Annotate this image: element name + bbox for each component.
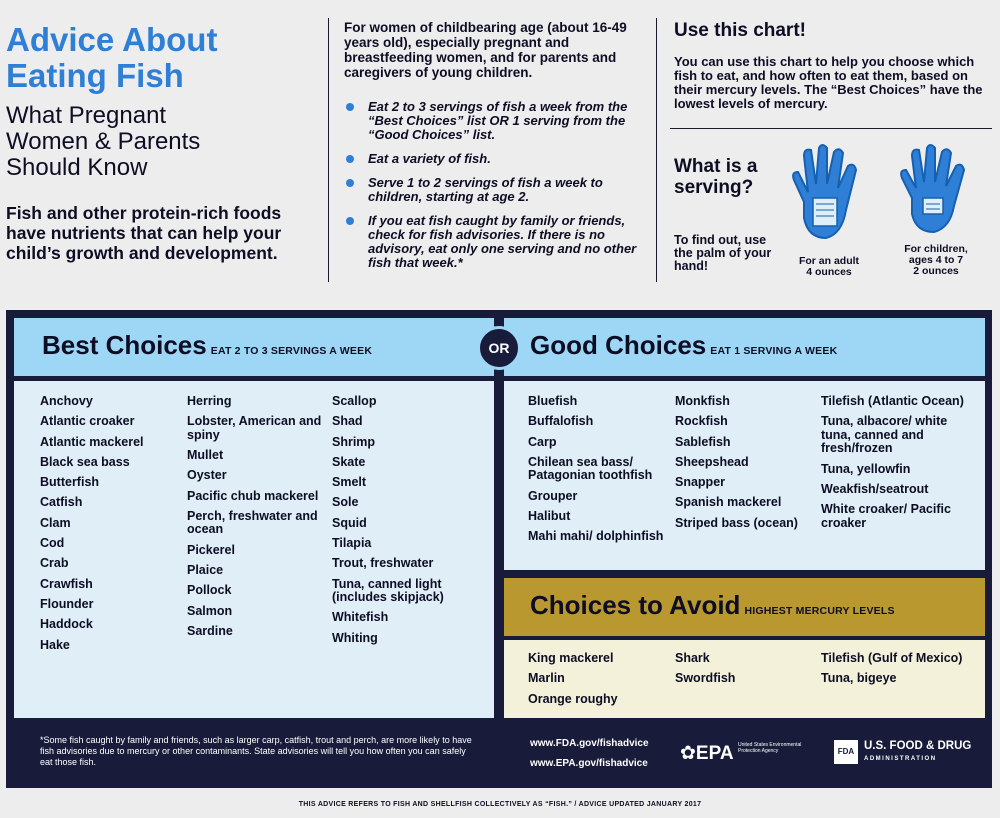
list-item: Shrimp	[332, 434, 376, 449]
list-item: Sole	[332, 495, 359, 510]
list-item: Mullet	[187, 448, 224, 463]
epa-logo	[680, 742, 734, 765]
page-subtitle	[6, 103, 200, 181]
list-item: Whitefish	[332, 610, 389, 625]
advice-list	[344, 100, 644, 280]
list-item: Lobster, American and spiny	[187, 414, 322, 442]
avoid-column-2	[675, 652, 813, 693]
fda-url-link[interactable]: www.FDA.gov/fishadvice	[530, 738, 649, 749]
fda-subname: ADMINISTRATION	[864, 756, 937, 762]
header-section	[0, 0, 1000, 300]
list-item: White croaker/ Pacific croaker	[821, 502, 951, 530]
list-item: Whiting	[332, 630, 378, 645]
list-item: Hake	[40, 637, 70, 652]
list-item: Atlantic croaker	[40, 414, 135, 429]
avoid-column-1	[528, 652, 666, 713]
list-item: Tilapia	[332, 536, 372, 551]
advice-item: If you eat fish caught by family or friends, check for fish advisories. If there is no advisory, eat only one serving and no other fish that week.*	[344, 214, 644, 270]
caption-line: For an adult	[798, 255, 860, 267]
divider-line	[670, 128, 992, 129]
women-heading: For women of childbearing age (about 16-49 years old), especially pregnant and breastfeeding women, and for parents and caregivers of young children.	[344, 20, 627, 80]
list-item: Trout, freshwater	[332, 556, 434, 571]
list-item: Catfish	[40, 495, 83, 510]
bottom-note: THIS ADVICE REFERS TO FISH AND SHELLFISH COLLECTIVELY AS “FISH.” / ADVICE UPDATED JANUARY 2017	[298, 801, 702, 808]
subtitle-line-2: Women & Parents	[6, 128, 201, 155]
child-hand-icon	[894, 142, 974, 242]
list-item: Oyster	[187, 468, 227, 483]
list-item: Pollock	[187, 583, 232, 598]
list-item: Atlantic mackerel	[40, 434, 144, 449]
intro-text: Fish and other protein-rich foods have nutrients that can help your child’s growth and development.	[6, 203, 282, 263]
title-line-1: Advice About	[6, 21, 218, 58]
list-item: Crawfish	[40, 576, 93, 591]
list-item: Pickerel	[187, 542, 235, 557]
page-title	[6, 22, 217, 94]
list-item: Crab	[40, 556, 69, 571]
advice-item: Serve 1 to 2 servings of fish a week to children, starting at age 2.	[344, 176, 644, 204]
list-item: Squid	[332, 515, 367, 530]
list-item: Shark	[675, 651, 710, 665]
list-item: Monkfish	[675, 394, 730, 408]
adult-hand-icon	[786, 142, 866, 252]
use-chart-heading: Use this chart!	[674, 20, 806, 41]
good-column-2	[675, 395, 815, 537]
list-item: Marlin	[528, 671, 565, 686]
advice-item: Eat a variety of fish.	[344, 152, 644, 166]
list-item: Carp	[528, 434, 557, 449]
caption-line: 4 ounces	[806, 266, 852, 278]
list-item: Sablefish	[675, 434, 731, 449]
list-item: Haddock	[40, 617, 93, 632]
fda-logo-icon: FDA	[834, 740, 858, 764]
good-choices-header	[504, 318, 985, 376]
divider-line	[656, 18, 657, 282]
footnote: *Some fish caught by family and friends, such as larger carp, catfish, trout and perch, are more likely to have fish advisories due to mercury or other contaminants. State advisories will tell you how often you can safely eat those fish.	[40, 735, 472, 767]
best-title-text: Best Choices	[42, 330, 207, 360]
list-item: Herring	[187, 394, 232, 408]
avoid-column-3	[821, 652, 971, 693]
child-serving-caption	[890, 244, 982, 277]
list-item: Spanish mackerel	[675, 495, 782, 510]
list-item: Shad	[332, 414, 363, 429]
list-item: Striped bass (ocean)	[675, 515, 798, 530]
list-item: Anchovy	[40, 394, 93, 408]
epa-url-link[interactable]: www.EPA.gov/fishadvice	[530, 758, 648, 769]
advice-item: Eat 2 to 3 servings of fish a week from the “Best Choices” list OR 1 serving from the “Good Choices” list.	[344, 100, 644, 142]
list-item: Chilean sea bass/ Patagonian toothfish	[528, 454, 653, 483]
subtitle-line-1: What Pregnant	[6, 102, 167, 129]
caption-line: 2 ounces	[913, 265, 959, 277]
serving-instruction: To find out, use the palm of your hand!	[674, 233, 772, 273]
list-item: Smelt	[332, 475, 367, 490]
best-choices-header	[14, 318, 494, 376]
caption-line: For children,	[904, 243, 968, 255]
serving-question: What is a serving?	[674, 156, 758, 198]
epa-logo-text: EPA	[695, 743, 734, 764]
list-item: Swordfish	[675, 671, 736, 686]
list-item: Scallop	[332, 394, 377, 408]
list-item: Butterfish	[40, 475, 100, 490]
list-item: Buffalofish	[528, 414, 594, 429]
list-item: Snapper	[675, 475, 726, 490]
list-item: Plaice	[187, 563, 224, 578]
list-item: Cod	[40, 536, 65, 551]
fda-name: U.S. FOOD & DRUG	[864, 740, 972, 752]
list-item: Sardine	[187, 623, 233, 638]
list-item: Tuna, canned light (includes skipjack)	[332, 576, 444, 605]
use-chart-body: You can use this chart to help you choose which fish to eat, and how often to eat them, based on their mercury levels. The “Best Choices” have the lowest levels of mercury.	[674, 54, 983, 111]
best-choices-title	[42, 330, 372, 361]
list-item: Tuna, bigeye	[821, 671, 897, 686]
good-column-3	[821, 395, 971, 537]
list-item: Mahi mahi/ dolphinfish	[528, 529, 664, 544]
avoid-title	[530, 590, 895, 621]
avoid-title-text: Choices to Avoid	[530, 590, 741, 620]
best-column-3	[332, 395, 472, 652]
best-column-2	[187, 395, 322, 645]
list-item: Pacific chub mackerel	[187, 488, 319, 503]
good-title-text: Good Choices	[530, 330, 707, 360]
choices-to-avoid-list	[504, 640, 985, 718]
best-subtitle: EAT 2 TO 3 SERVINGS A WEEK	[210, 345, 373, 357]
divider-line	[328, 18, 329, 282]
epa-agency-name: United States Environmental Protection Agency	[738, 742, 802, 754]
epa-flower-icon: ✿	[680, 743, 696, 764]
good-choices-title	[530, 330, 837, 361]
list-item: Tuna, albacore/ white tuna, canned and fresh/frozen	[821, 414, 948, 456]
good-column-1	[528, 395, 666, 551]
subtitle-line-3: Should Know	[6, 154, 148, 181]
best-column-1	[40, 395, 180, 659]
list-item: Flounder	[40, 596, 94, 611]
best-choices-list	[14, 381, 494, 718]
title-line-2: Eating Fish	[6, 57, 184, 94]
good-choices-list	[504, 381, 985, 570]
list-item: Rockfish	[675, 414, 728, 429]
list-item: Salmon	[187, 603, 233, 618]
list-item: Tilefish (Atlantic Ocean)	[821, 394, 964, 408]
list-item: Black sea bass	[40, 454, 130, 469]
caption-line: ages 4 to 7	[908, 254, 964, 266]
list-item: Orange roughy	[528, 691, 618, 706]
list-item: Halibut	[528, 508, 571, 523]
list-item: Skate	[332, 454, 366, 469]
adult-serving-caption	[786, 256, 872, 278]
good-subtitle: EAT 1 SERVING A WEEK	[710, 345, 838, 357]
avoid-subtitle: HIGHEST MERCURY LEVELS	[744, 605, 895, 617]
list-item: Clam	[40, 515, 71, 530]
or-badge: OR	[477, 326, 521, 370]
list-item: Tilefish (Gulf of Mexico)	[821, 651, 963, 665]
list-item: Sheepshead	[675, 454, 749, 469]
list-item: King mackerel	[528, 651, 614, 665]
list-item: Bluefish	[528, 394, 578, 408]
list-item: Tuna, yellowfin	[821, 461, 911, 476]
list-item: Weakfish/seatrout	[821, 481, 929, 496]
list-item: Grouper	[528, 488, 578, 503]
choices-to-avoid-header	[504, 578, 985, 636]
list-item: Perch, freshwater and ocean	[187, 508, 318, 537]
